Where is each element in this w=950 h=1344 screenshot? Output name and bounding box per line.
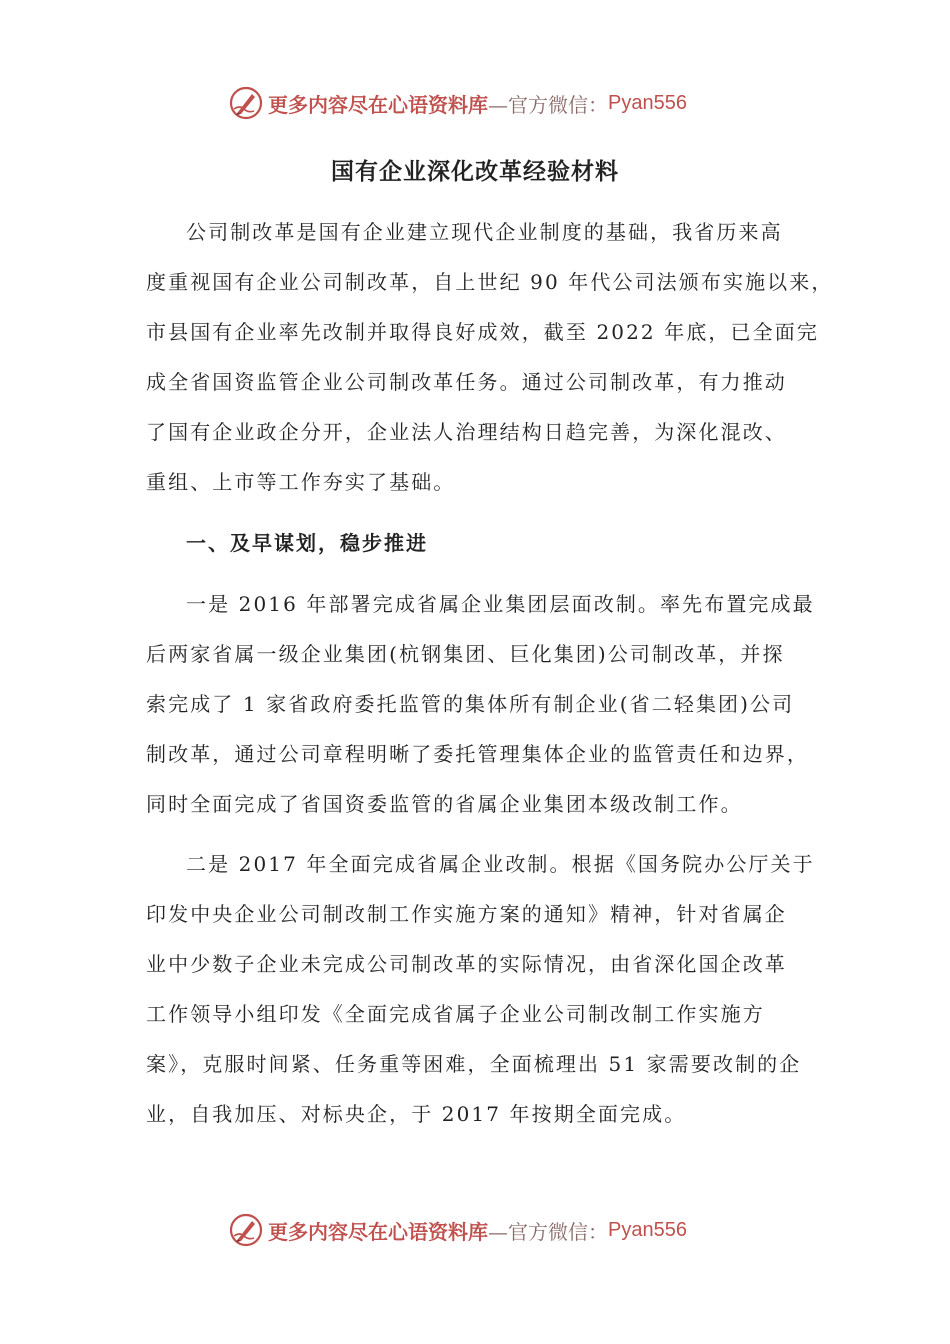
pen-logo-icon xyxy=(228,85,264,121)
footer-banner xyxy=(228,1210,687,1250)
paragraph-line: 市县国有企业率先改制并取得良好成效，截至 2022 年底，已全面完 xyxy=(146,320,819,344)
paragraph-3 xyxy=(146,839,815,1139)
paragraph-line: 印发中央企业公司制改制工作实施方案的通知》精神，针对省属企 xyxy=(146,902,787,926)
paragraph-line: 一是 2016 年部署完成省属企业集团层面改制。率先布置完成最 xyxy=(186,592,815,616)
paragraph-1 xyxy=(146,207,833,507)
pen-logo-icon xyxy=(228,1212,264,1248)
paragraph-line: 二是 2017 年全面完成省属企业改制。根据《国务院办公厅关于 xyxy=(186,852,815,876)
paragraph-line: 同时全面完成了省国资委监管的省属企业集团本级改制工作。 xyxy=(146,792,743,816)
paragraph-line: 公司制改革是国有企业建立现代企业制度的基础，我省历来高 xyxy=(186,220,783,244)
section-heading-1: 一、及早谋划，稳步推进 xyxy=(186,531,428,555)
document-title: 国有企业深化改革经验材料 xyxy=(331,158,619,185)
banner-main-text: 更多内容尽在心语资料库 xyxy=(268,92,488,117)
paragraph-line: 制改革，通过公司章程明晰了委托管理集体企业的监管责任和边界， xyxy=(146,742,809,766)
paragraph-line: 后两家省属一级企业集团(杭钢集团、巨化集团)公司制改革，并探 xyxy=(146,642,785,666)
banner-main-text: 更多内容尽在心语资料库 xyxy=(268,1219,488,1244)
paragraph-line: 重组、上市等工作夯实了基础。 xyxy=(146,470,456,494)
banner-sub-text: —官方微信： xyxy=(488,1219,608,1244)
paragraph-line: 度重视国有企业公司制改革，自上世纪 90 年代公司法颁布实施以来， xyxy=(146,270,834,294)
paragraph-line: 业，自我加压、对标央企，于 2017 年按期全面完成。 xyxy=(146,1102,687,1126)
paragraph-line: 成全省国资监管企业公司制改革任务。通过公司制改革，有力推动 xyxy=(146,370,787,394)
paragraph-2 xyxy=(146,579,815,829)
banner-wechat-id: Pyan556 xyxy=(608,1218,687,1241)
header-banner xyxy=(228,83,687,123)
banner-wechat-id: Pyan556 xyxy=(608,91,687,114)
paragraph-line: 了国有企业政企分开，企业法人治理结构日趋完善，为深化混改、 xyxy=(146,420,787,444)
paragraph-line: 索完成了 1 家省政府委托监管的集体所有制企业(省二轻集团)公司 xyxy=(146,692,795,716)
paragraph-line: 业中少数子企业未完成公司制改革的实际情况，由省深化国企改革 xyxy=(146,952,787,976)
paragraph-line: 案》，克服时间紧、任务重等困难，全面梳理出 51 家需要改制的企 xyxy=(146,1052,802,1076)
paragraph-line: 工作领导小组印发《全面完成省属子企业公司制改制工作实施方 xyxy=(146,1002,765,1026)
banner-sub-text: —官方微信： xyxy=(488,92,608,117)
